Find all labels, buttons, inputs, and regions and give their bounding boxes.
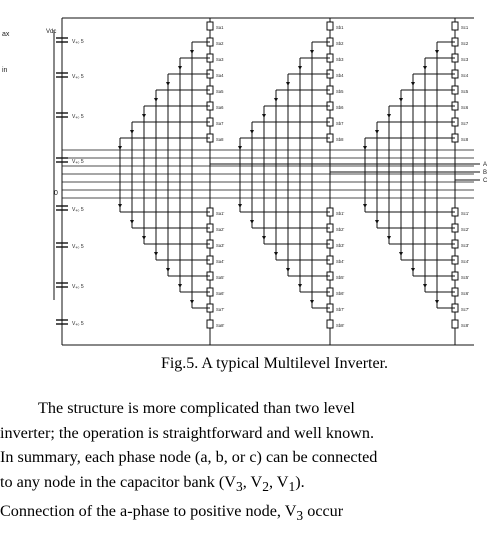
neutral-label: 0: [54, 190, 58, 197]
diode-icon: [363, 204, 367, 208]
diode-icon: [423, 66, 427, 70]
switch-label: Sa8': [216, 323, 225, 328]
switch-label: Sb2': [336, 227, 345, 232]
line-4-end: ).: [295, 472, 305, 491]
diode-icon: [310, 50, 314, 54]
switch-label: Sc8': [461, 323, 470, 328]
switch-label: Sc7': [461, 307, 470, 312]
capacitor-label: V₄₀ 5: [72, 284, 84, 290]
diode-icon: [435, 50, 439, 54]
separator-1: , V: [242, 472, 263, 491]
subscript-2: 2: [262, 478, 269, 494]
diode-icon: [262, 236, 266, 240]
diode-icon: [310, 300, 314, 304]
diode-icon: [274, 252, 278, 256]
diode-icon: [154, 98, 158, 102]
switch-label: Sa6: [216, 105, 224, 110]
line-5-end: occur: [303, 502, 344, 521]
diode-icon: [411, 268, 415, 272]
switch-label: Sa1: [216, 25, 224, 30]
diode-icon: [238, 146, 242, 150]
capacitor-label: V₄₀ 5: [72, 321, 84, 327]
diode-icon: [399, 252, 403, 256]
diode-icon: [166, 82, 170, 86]
subscript-v3: 3: [296, 508, 304, 524]
switch-label: Sb7': [336, 307, 345, 312]
body-paragraph: [0, 396, 470, 529]
caption-text: Fig.5. A typical Multilevel Inverter.: [160, 355, 389, 372]
diode-icon: [298, 284, 302, 288]
switch-label: Sc8: [461, 137, 469, 142]
diode-icon: [130, 130, 134, 134]
diode-icon: [375, 220, 379, 224]
switch-label: Sa2': [216, 227, 225, 232]
capacitor-label: V₄₀ 5: [72, 39, 84, 45]
switch-label: Sa3: [216, 57, 224, 62]
switch-label: Sb2: [336, 41, 344, 46]
line-3-text: In summary, each phase node (a, b, or c) can be connected: [0, 448, 378, 466]
switch-label: Sb7: [336, 121, 344, 126]
switch-label: Sa6': [216, 291, 225, 296]
diode-icon: [363, 146, 367, 150]
switch-icon: [327, 320, 333, 328]
switch-label: Sb3': [336, 243, 345, 248]
paragraph-line-1: [0, 396, 470, 421]
subscript-3: 3: [235, 478, 243, 494]
diode-icon: [286, 82, 290, 86]
diode-icon: [375, 130, 379, 134]
diode-icon: [166, 268, 170, 272]
switch-label: Sa4: [216, 73, 224, 78]
separator-2: , V: [268, 472, 289, 491]
switch-label: Sc4': [461, 259, 470, 264]
switch-label: Sc5: [461, 89, 469, 94]
diode-icon: [118, 146, 122, 150]
diode-icon: [250, 130, 254, 134]
switch-label: Sc7: [461, 121, 469, 126]
switch-label: Sb6: [336, 105, 344, 110]
diode-icon: [435, 300, 439, 304]
diode-icon: [190, 300, 194, 304]
switch-label: Sb6': [336, 291, 345, 296]
line-4-text: to any node in the capacitor bank (V: [0, 472, 236, 491]
switch-label: Sb4: [336, 73, 344, 78]
bus-top-label: Vdc: [46, 29, 57, 35]
switch-label: Sa7: [216, 121, 224, 126]
switch-label: Sc6': [461, 291, 470, 296]
diode-icon: [118, 204, 122, 208]
switch-label: Sa7': [216, 307, 225, 312]
capacitor-label: V₄₀ 5: [72, 74, 84, 80]
line-2-text: inverter; the operation is straightforward and well known.: [0, 423, 375, 442]
switch-label: Sa1': [216, 211, 225, 216]
switch-icon: [452, 22, 458, 30]
diode-icon: [250, 220, 254, 224]
subscript-1: 1: [288, 478, 296, 494]
paragraph-line-2: [0, 421, 470, 446]
switch-label: Sb8': [336, 323, 345, 328]
switch-label: Sb3: [336, 57, 344, 62]
switch-label: Sa3': [216, 243, 225, 248]
diode-icon: [178, 66, 182, 70]
switch-label: Sc1': [461, 211, 470, 216]
output-label-B: B: [483, 170, 488, 176]
side-label-in: in: [2, 67, 8, 74]
switch-label: Sb5: [336, 89, 344, 94]
switch-label: Sc5': [461, 275, 470, 280]
switch-icon: [207, 22, 213, 30]
paragraph-line-5: [0, 499, 470, 529]
switch-label: Sb1': [336, 211, 345, 216]
switch-label: Sa2: [216, 41, 224, 46]
switch-icon: [452, 320, 458, 328]
output-label-A: A: [483, 162, 488, 168]
diode-icon: [130, 220, 134, 224]
diode-icon: [238, 204, 242, 208]
diode-icon: [154, 252, 158, 256]
switch-label: Sc2': [461, 227, 470, 232]
paragraph-line-4: [0, 470, 470, 500]
switch-icon: [327, 22, 333, 30]
switch-label: Sc3': [461, 243, 470, 248]
capacitor-label: V₄₀ 5: [72, 159, 84, 165]
side-label-ax: ax: [2, 31, 10, 38]
figure-caption: [0, 354, 494, 374]
switch-label: Sa5: [216, 89, 224, 94]
line-1-text: The structure is more complicated than two level: [38, 399, 355, 417]
capacitor-label: V₄₀ 5: [72, 244, 84, 250]
diode-icon: [298, 66, 302, 70]
switch-label: Sb4': [336, 259, 345, 264]
line-5-text: Connection of the a-phase to positive node, V: [0, 502, 297, 521]
diode-icon: [387, 236, 391, 240]
switch-label: Sb8: [336, 137, 344, 142]
diode-icon: [399, 98, 403, 102]
switch-label: Sa4': [216, 259, 225, 264]
switch-label: Sb5': [336, 275, 345, 280]
switch-label: Sa5': [216, 275, 225, 280]
diode-icon: [286, 268, 290, 272]
switch-label: Sc4: [461, 73, 469, 78]
switch-label: Sc1: [461, 25, 469, 30]
capacitor-label: V₄₀ 5: [72, 114, 84, 120]
switch-label: Sc6: [461, 105, 469, 110]
diode-icon: [411, 82, 415, 86]
diode-icon: [423, 284, 427, 288]
switch-label: Sc2: [461, 41, 469, 46]
switch-label: Sc3: [461, 57, 469, 62]
diode-icon: [262, 114, 266, 118]
switch-icon: [207, 320, 213, 328]
diode-icon: [178, 284, 182, 288]
diode-icon: [387, 114, 391, 118]
diode-icon: [142, 236, 146, 240]
paragraph-line-3: [0, 445, 470, 470]
switch-label: Sa8: [216, 137, 224, 142]
diode-icon: [274, 98, 278, 102]
output-label-C: C: [483, 178, 488, 184]
diode-icon: [142, 114, 146, 118]
switch-label: Sb1: [336, 25, 344, 30]
diode-icon: [190, 50, 194, 54]
capacitor-label: V₄₀ 5: [72, 207, 84, 213]
